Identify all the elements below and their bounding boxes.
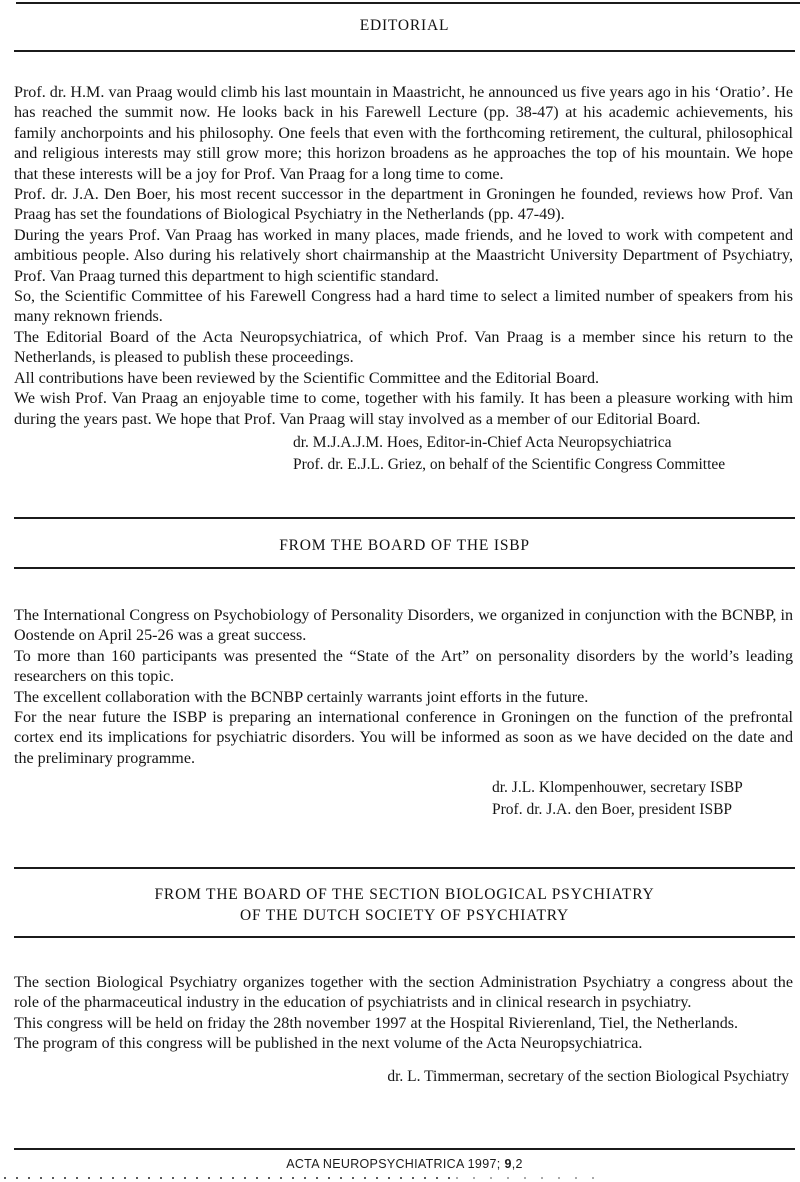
footer-volume: 9: [504, 1157, 512, 1171]
paragraph: So, the Scientific Committee of his Farewell Congress had a hard time to select a limited number of speakers from his many reknown friends.: [14, 288, 793, 326]
editorial-title-rule: [14, 50, 795, 52]
section3-title-line2: OF THE DUTCH SOCIETY OF PSYCHIATRY: [239, 907, 570, 924]
footer-rule: [14, 1148, 795, 1150]
section3-top-rule: [14, 867, 795, 869]
paragraph: Prof. dr. H.M. van Praag would climb his last mountain in Maastricht, he announced us five years ago in his ‘Oratio’. He has reached the summit now. He looks back in his Farewell Lecture (pp. 38-47) at his academic achievements, his family anchorpoints and his philosophy. One feels that even with the forthcoming retirement, the cultural, philosophical and religious interests may still grow more; this horizon broadens as he approaches the top of his mountain. We hope that these interests will be a joy for Prof. Van Praag for a long time to come.: [14, 84, 793, 183]
paragraph: The Editorial Board of the Acta Neuropsychiatrica, of which Prof. Van Praag is a member since his return to the Netherlands, is pleased to publish these proceedings.: [14, 328, 793, 367]
paragraph: Prof. dr. J.A. Den Boer, his most recent successor in the department in Groningen he founded, reviews how Prof. Van Praag has set the foundations of Biological Psychiatry in the Netherlands (pp. 47-49).: [14, 186, 793, 224]
paragraph: All contributions have been reviewed by the Scientific Committee and the Editorial Board.: [14, 369, 600, 387]
signature-line: Prof. dr. J.A. den Boer, president ISBP: [492, 800, 733, 818]
editorial-section-title: EDITORIAL: [359, 17, 450, 34]
isbp-bottom-rule: [14, 567, 795, 569]
scan-artifact-dots: [4, 1177, 450, 1179]
isbp-section-title: FROM THE BOARD OF THE ISBP: [279, 537, 530, 554]
isbp-signature-block: [492, 777, 743, 820]
section3-section-title: [14, 884, 795, 926]
isbp-top-rule: [14, 517, 795, 519]
paragraph: During the years Prof. Van Praag has worked in many places, made friends, and he loved to work with competent and ambitious people. Also during his relatively short chairmanship at the Maastricht University Department of Psychiatry, Prof. Van Praag turned this department to high scientific standard.: [14, 226, 793, 285]
paragraph: This congress will be held on friday the 28th november 1997 at the Hospital Rivierenland, Tiel, the Netherlands.: [14, 1014, 739, 1032]
section3-title-line1: FROM THE BOARD OF THE SECTION BIOLOGICAL PSYCHIATRY: [154, 886, 655, 903]
signature-line: dr. L. Timmerman, secretary of the section Biological Psychiatry: [387, 1068, 789, 1085]
editorial-signature-block: [293, 432, 725, 475]
isbp-body: [14, 606, 793, 769]
paragraph: To more than 160 participants was presented the “State of the Art” on personality disorders by the world’s leading researchers on this topic.: [14, 647, 793, 686]
paragraph: We wish Prof. Van Praag an enjoyable time to come, together with his family. It has been a pleasure working with him during the years past. We hope that Prof. Van Praag will stay involved as a member of our Editorial Board.: [14, 390, 793, 428]
section3-signature-block: [14, 1066, 789, 1088]
section3-body: [14, 973, 793, 1055]
paragraph: The program of this congress will be published in the next volume of the Acta Neuropsychiatrica.: [14, 1035, 643, 1053]
footer-journal-prefix: ACTA NEUROPSYCHIATRICA 1997;: [286, 1157, 501, 1171]
signature-line: dr. J.L. Klompenhouwer, secretary ISBP: [492, 779, 743, 796]
signature-line: dr. M.J.A.J.M. Hoes, Editor-in-Chief Acta Neuropsychiatrica: [293, 434, 672, 451]
footer-issue: ,2: [511, 1157, 523, 1171]
journal-footer: [14, 1157, 795, 1171]
top-rule: [16, 2, 800, 4]
scan-artifact-dots-faint: [456, 1177, 606, 1179]
paragraph: The section Biological Psychiatry organizes together with the section Administration Psychiatry a congress about the role of the pharmaceutical industry in the education of psychiatrists and in clinical research in psychiatry.: [14, 974, 793, 1012]
section3-bottom-rule: [14, 936, 795, 938]
signature-line: Prof. dr. E.J.L. Griez, on behalf of the Scientific Congress Committee: [293, 455, 726, 473]
editorial-body: [14, 83, 793, 430]
paragraph: The International Congress on Psychobiology of Personality Disorders, we organized in conjunction with the BCNBP, in Oostende on April 25-26 was a great success.: [14, 607, 793, 645]
paragraph: The excellent collaboration with the BCNBP certainly warrants joint efforts in the future.: [14, 688, 589, 706]
paragraph: For the near future the ISBP is preparing an international conference in Groningen on the function of the prefrontal cortex end its implications for psychiatric disorders. You will be informed as soon as we have decided on the date and the preliminary programme.: [14, 709, 793, 767]
